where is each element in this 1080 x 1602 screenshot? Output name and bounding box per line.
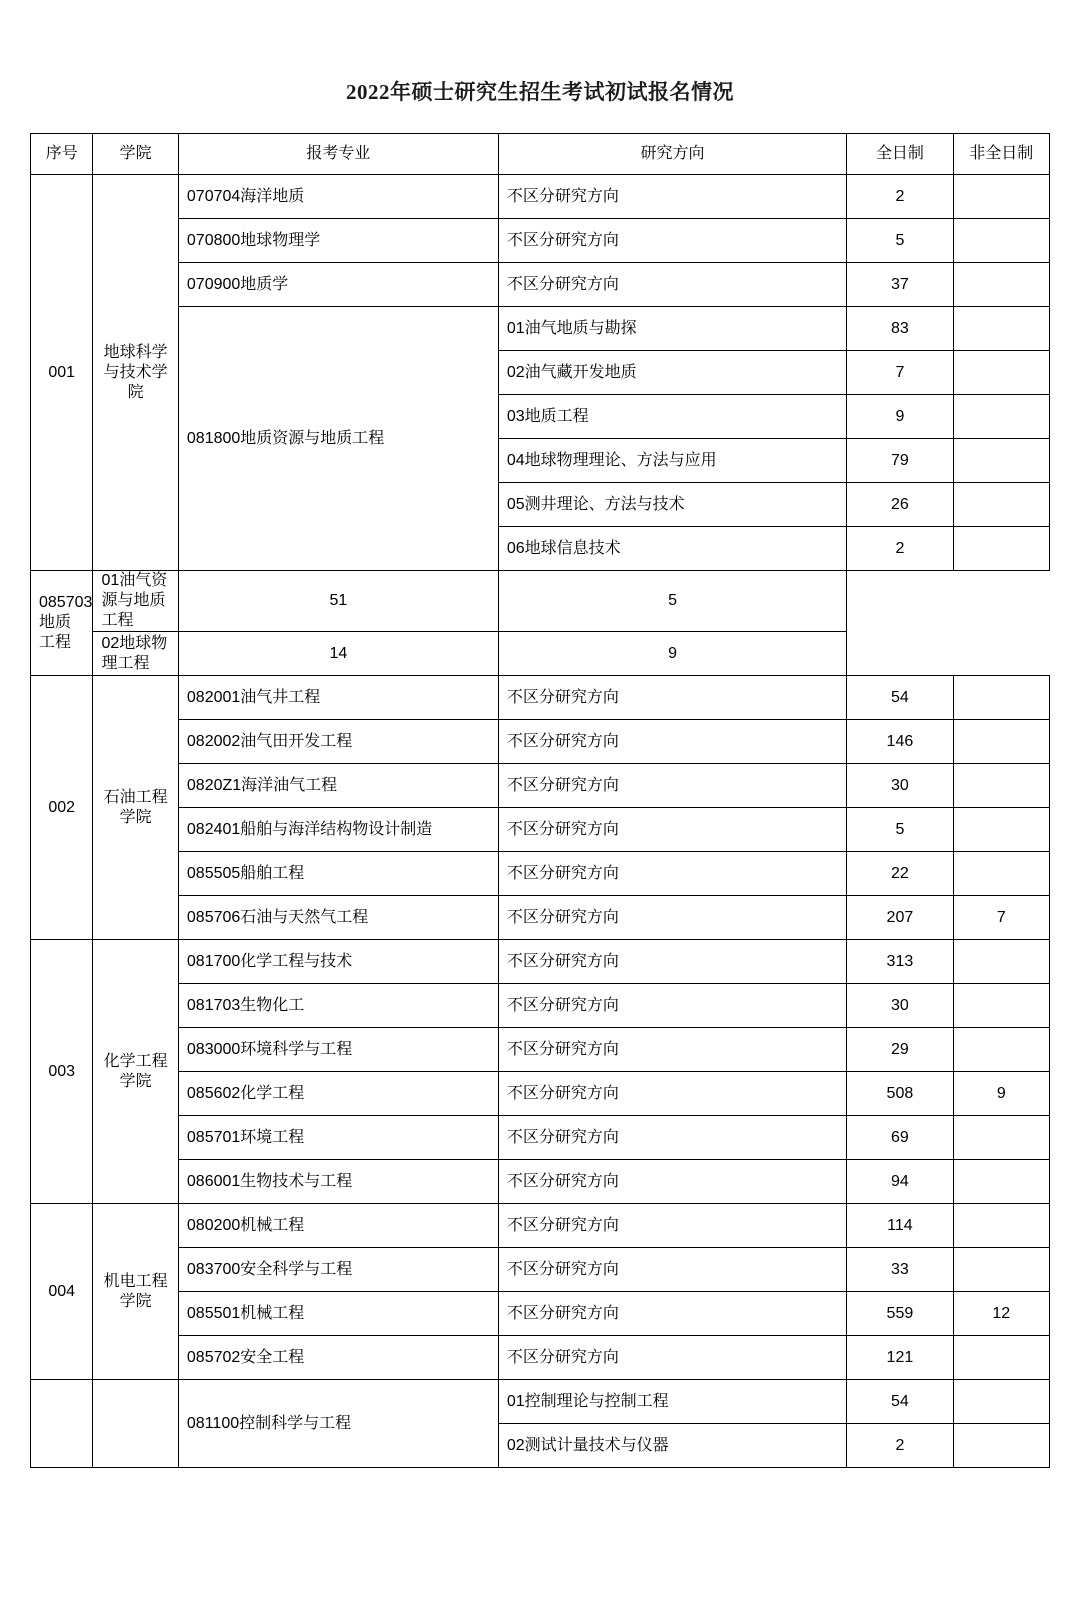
cell-fulltime-count: 559 — [847, 1292, 953, 1336]
cell-fulltime-count: 22 — [847, 852, 953, 896]
cell-direction: 不区分研究方向 — [498, 1072, 846, 1116]
cell-fulltime-count: 83 — [847, 307, 953, 351]
cell-major: 086001生物技术与工程 — [178, 1160, 498, 1204]
table-row — [31, 571, 1050, 632]
cell-parttime-count — [953, 1248, 1049, 1292]
cell-parttime-count — [953, 219, 1049, 263]
column-header-direction: 研究方向 — [498, 134, 846, 175]
cell-parttime-count — [953, 483, 1049, 527]
table-row — [31, 219, 1050, 263]
cell-parttime-count — [953, 1380, 1049, 1424]
cell-direction: 不区分研究方向 — [498, 984, 846, 1028]
column-header-parttime: 非全日制 — [953, 134, 1049, 175]
cell-direction: 不区分研究方向 — [498, 1248, 846, 1292]
cell-major: 081800地质资源与地质工程 — [178, 307, 498, 571]
cell-index: 001 — [31, 175, 93, 571]
cell-college: 化学工程学院 — [93, 940, 178, 1204]
cell-major: 085501机械工程 — [178, 1292, 498, 1336]
cell-major: 070800地球物理学 — [178, 219, 498, 263]
cell-major: 085505船舶工程 — [178, 852, 498, 896]
cell-major: 082001油气井工程 — [178, 676, 498, 720]
table-row — [31, 984, 1050, 1028]
cell-parttime-count — [953, 439, 1049, 483]
table-row — [31, 1028, 1050, 1072]
cell-direction: 不区分研究方向 — [498, 808, 846, 852]
cell-parttime-count — [953, 1028, 1049, 1072]
cell-major: 081700化学工程与技术 — [178, 940, 498, 984]
cell-direction: 不区分研究方向 — [498, 175, 846, 219]
cell-parttime-count: 7 — [953, 896, 1049, 940]
table-row — [31, 1160, 1050, 1204]
cell-direction: 不区分研究方向 — [498, 1336, 846, 1380]
cell-fulltime-count: 54 — [847, 676, 953, 720]
cell-fulltime-count: 94 — [847, 1160, 953, 1204]
cell-parttime-count: 9 — [498, 632, 846, 676]
cell-parttime-count — [953, 1160, 1049, 1204]
document-page — [0, 76, 1080, 1602]
cell-parttime-count — [953, 852, 1049, 896]
cell-parttime-count — [953, 307, 1049, 351]
cell-fulltime-count: 79 — [847, 439, 953, 483]
cell-direction: 不区分研究方向 — [498, 1028, 846, 1072]
table-row — [31, 676, 1050, 720]
cell-direction: 不区分研究方向 — [498, 720, 846, 764]
cell-direction: 不区分研究方向 — [498, 852, 846, 896]
cell-major: 085701环境工程 — [178, 1116, 498, 1160]
cell-fulltime-count: 69 — [847, 1116, 953, 1160]
table-row — [31, 307, 1050, 351]
table-row — [31, 1072, 1050, 1116]
cell-direction: 01油气资源与地质工程 — [93, 571, 178, 632]
cell-major: 085702安全工程 — [178, 1336, 498, 1380]
cell-direction: 不区分研究方向 — [498, 764, 846, 808]
table-row — [31, 632, 1050, 676]
cell-fulltime-count: 114 — [847, 1204, 953, 1248]
cell-major: 085602化学工程 — [178, 1072, 498, 1116]
cell-direction: 04地球物理理论、方法与应用 — [498, 439, 846, 483]
cell-major: 083700安全科学与工程 — [178, 1248, 498, 1292]
cell-fulltime-count: 14 — [178, 632, 498, 676]
cell-major: 080200机械工程 — [178, 1204, 498, 1248]
cell-direction: 03地质工程 — [498, 395, 846, 439]
cell-direction: 不区分研究方向 — [498, 676, 846, 720]
cell-fulltime-count: 54 — [847, 1380, 953, 1424]
cell-parttime-count: 9 — [953, 1072, 1049, 1116]
cell-parttime-count — [953, 676, 1049, 720]
table-row — [31, 720, 1050, 764]
cell-index: 003 — [31, 940, 93, 1204]
table-row — [31, 852, 1050, 896]
cell-fulltime-count: 30 — [847, 764, 953, 808]
cell-parttime-count — [953, 764, 1049, 808]
cell-fulltime-count: 121 — [847, 1336, 953, 1380]
cell-parttime-count — [953, 351, 1049, 395]
registration-table — [30, 133, 1050, 1468]
cell-fulltime-count: 2 — [847, 175, 953, 219]
cell-parttime-count — [953, 1424, 1049, 1468]
cell-direction: 不区分研究方向 — [498, 263, 846, 307]
table-body — [31, 175, 1050, 1468]
cell-fulltime-count: 5 — [847, 219, 953, 263]
cell-fulltime-count: 313 — [847, 940, 953, 984]
cell-fulltime-count: 9 — [847, 395, 953, 439]
cell-index: 002 — [31, 676, 93, 940]
cell-direction: 06地球信息技术 — [498, 527, 846, 571]
cell-college: 机电工程学院 — [93, 1204, 178, 1380]
cell-fulltime-count: 33 — [847, 1248, 953, 1292]
page-title: 2022年硕士研究生招生考试初试报名情况 — [346, 80, 734, 104]
cell-parttime-count — [953, 808, 1049, 852]
cell-major: 0820Z1海洋油气工程 — [178, 764, 498, 808]
table-row — [31, 896, 1050, 940]
column-header-index: 序号 — [31, 134, 93, 175]
table-row — [31, 1204, 1050, 1248]
cell-major: 081100控制科学与工程 — [178, 1380, 498, 1468]
table-header-row — [31, 134, 1050, 175]
cell-major: 085706石油与天然气工程 — [178, 896, 498, 940]
cell-direction: 05测井理论、方法与技术 — [498, 483, 846, 527]
cell-parttime-count — [953, 1116, 1049, 1160]
cell-fulltime-count: 2 — [847, 1424, 953, 1468]
cell-parttime-count — [953, 175, 1049, 219]
cell-direction: 不区分研究方向 — [498, 940, 846, 984]
cell-parttime-count — [953, 1336, 1049, 1380]
table-row — [31, 808, 1050, 852]
column-header-fulltime: 全日制 — [847, 134, 953, 175]
cell-fulltime-count: 7 — [847, 351, 953, 395]
cell-parttime-count — [953, 720, 1049, 764]
cell-major: 082401船舶与海洋结构物设计制造 — [178, 808, 498, 852]
cell-direction: 不区分研究方向 — [498, 1116, 846, 1160]
cell-fulltime-count: 207 — [847, 896, 953, 940]
table-row — [31, 940, 1050, 984]
cell-parttime-count — [953, 940, 1049, 984]
cell-college: 石油工程学院 — [93, 676, 178, 940]
column-header-major: 报考专业 — [178, 134, 498, 175]
table-header — [31, 134, 1050, 175]
cell-index — [31, 1380, 93, 1468]
cell-fulltime-count: 26 — [847, 483, 953, 527]
cell-major: 083000环境科学与工程 — [178, 1028, 498, 1072]
cell-direction: 不区分研究方向 — [498, 1160, 846, 1204]
cell-fulltime-count: 2 — [847, 527, 953, 571]
cell-college: 地球科学与技术学院 — [93, 175, 178, 571]
cell-parttime-count: 12 — [953, 1292, 1049, 1336]
cell-fulltime-count: 5 — [847, 808, 953, 852]
cell-major: 070704海洋地质 — [178, 175, 498, 219]
cell-major: 070900地质学 — [178, 263, 498, 307]
cell-parttime-count — [953, 1204, 1049, 1248]
cell-fulltime-count: 51 — [178, 571, 498, 632]
cell-parttime-count: 5 — [498, 571, 846, 632]
column-header-college: 学院 — [93, 134, 178, 175]
cell-parttime-count — [953, 395, 1049, 439]
cell-direction: 01控制理论与控制工程 — [498, 1380, 846, 1424]
cell-direction: 01油气地质与勘探 — [498, 307, 846, 351]
cell-direction: 不区分研究方向 — [498, 1204, 846, 1248]
cell-fulltime-count: 37 — [847, 263, 953, 307]
table-row — [31, 263, 1050, 307]
cell-parttime-count — [953, 527, 1049, 571]
cell-parttime-count — [953, 263, 1049, 307]
cell-index: 004 — [31, 1204, 93, 1380]
cell-direction: 02地球物理工程 — [93, 632, 178, 676]
cell-major: 085703地质工程 — [31, 571, 93, 676]
cell-fulltime-count: 29 — [847, 1028, 953, 1072]
table-row — [31, 1380, 1050, 1424]
table-row — [31, 1336, 1050, 1380]
cell-fulltime-count: 146 — [847, 720, 953, 764]
cell-direction: 02测试计量技术与仪器 — [498, 1424, 846, 1468]
table-row — [31, 1116, 1050, 1160]
table-row — [31, 175, 1050, 219]
cell-college — [93, 1380, 178, 1468]
cell-parttime-count — [953, 984, 1049, 1028]
table-row — [31, 764, 1050, 808]
cell-major: 082002油气田开发工程 — [178, 720, 498, 764]
table-row — [31, 1292, 1050, 1336]
cell-direction: 02油气藏开发地质 — [498, 351, 846, 395]
cell-direction: 不区分研究方向 — [498, 1292, 846, 1336]
table-container — [0, 133, 1080, 1468]
cell-direction: 不区分研究方向 — [498, 896, 846, 940]
cell-fulltime-count: 508 — [847, 1072, 953, 1116]
table-row — [31, 1248, 1050, 1292]
cell-fulltime-count: 30 — [847, 984, 953, 1028]
cell-major: 081703生物化工 — [178, 984, 498, 1028]
cell-direction: 不区分研究方向 — [498, 219, 846, 263]
